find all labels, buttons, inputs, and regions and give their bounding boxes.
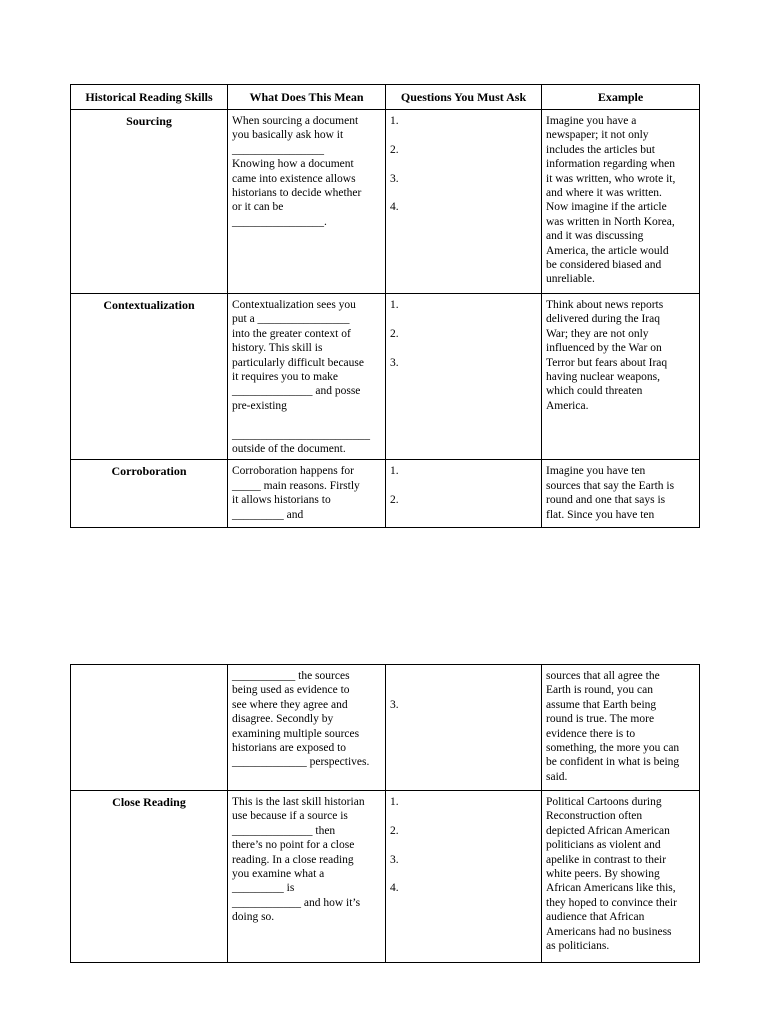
skills-table-page-2 [70,664,700,963]
table-row [71,791,700,963]
question-number: 3. [390,853,399,866]
question-number: 2. [390,327,399,340]
header-questions: Questions You Must Ask [386,85,542,110]
skill-meaning: When sourcing a document you basically ask how it ________________ Knowing how a document came into existence allows historians to decide whether or it can be ________________. [228,110,386,294]
question-number: 4. [390,882,399,895]
table-row [71,294,700,460]
table-row [71,460,700,528]
skill-meaning: ___________ the sources being used as evidence to see where they agree and disagree. Secondly by examining multiple sources historians are exposed to _____________ perspectives. [228,665,386,791]
question-number: 2. [390,824,399,837]
question-list [386,460,542,528]
question-number: 2. [390,494,399,507]
question-number: 1. [390,299,399,311]
skill-name [71,665,228,791]
skill-example: Political Cartoons during Reconstruction often depicted African American politicians as violent and apelike in contrast to their white peers. By showing African Americans like this, they hoped to convince their audience that African Americans had no business as politicians. [542,791,700,963]
skill-meaning: Contextualization sees you put a ________________ into the greater context of history. This skill is particularly difficult because it requires you to make ______________ and posse pre-existing ________________________ outside of the document. [228,294,386,460]
skill-name: Sourcing [71,110,228,294]
skill-example: Imagine you have a newspaper; it not only includes the articles but information regarding when it was written, who wrote it, and where it was written. Now imagine if the article was written in North Korea, and it was discussing America, the article would be considered biased and unreliable. [542,110,700,294]
header-row [71,85,700,110]
header-meaning: What Does This Mean [228,85,386,110]
skill-name: Corroboration [71,460,228,528]
question-list [386,665,542,791]
header-example: Example [542,85,700,110]
skill-example: sources that all agree the Earth is round, you can assume that Earth being round is true. The more evidence there is to something, the more you can be confident in what is being said. [542,665,700,791]
skill-meaning: Corroboration happens for _____ main reasons. Firstly it allows historians to _________ and [228,460,386,528]
skill-meaning: This is the last skill historian use because if a source is ______________ then there’s no point for a close reading. In a close reading you examine what a _________ is ____________ and how it’s doing so. [228,791,386,963]
question-number: 3. [390,698,399,711]
question-number: 1. [390,115,399,127]
table-row [71,110,700,294]
skill-name: Close Reading [71,791,228,963]
question-number: 3. [390,172,399,185]
table-row [71,665,700,791]
question-number: 3. [390,356,399,369]
skill-example: Think about news reports delivered during the Iraq War; they are not only influenced by the War on Terror but fears about Iraq having nuclear weapons, which could threaten America. [542,294,700,460]
question-number: 4. [390,201,399,214]
question-number: 1. [390,465,399,478]
skill-example: Imagine you have ten sources that say the Earth is round and one that says is flat. Since you have ten [542,460,700,528]
skill-name: Contextualization [71,294,228,460]
question-number: 2. [390,143,399,156]
question-list [386,791,542,963]
question-number: 1. [390,796,399,808]
header-skills: Historical Reading Skills [71,85,228,110]
question-list [386,294,542,460]
skills-table-page-1 [70,84,700,528]
question-list [386,110,542,294]
